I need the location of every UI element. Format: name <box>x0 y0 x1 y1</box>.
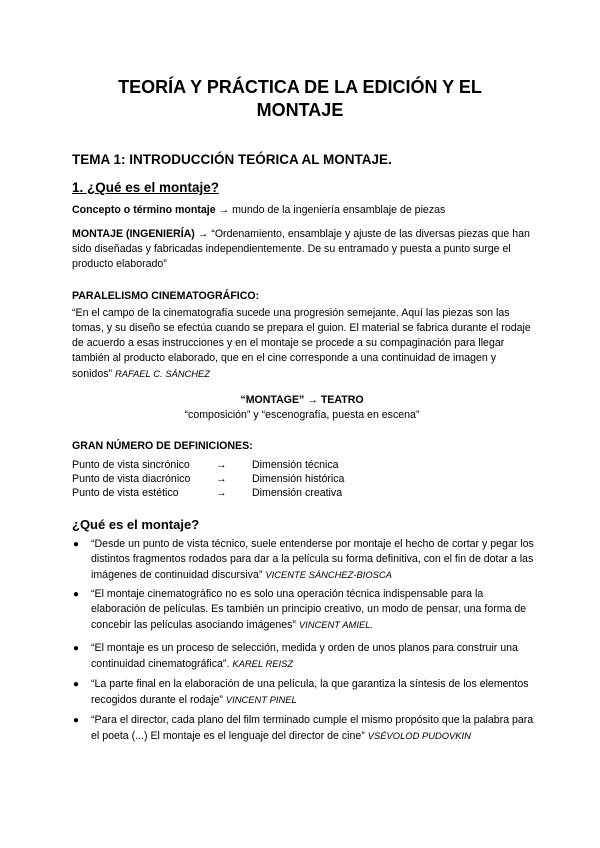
quote-text: “Para el director, cada plano del film terminado cumple el mismo propósito que la palabra para el poeta (...) El montaje es el lenguaje del director de cine” <box>91 714 534 742</box>
quote-author: VINCENT AMIEL. <box>298 619 374 630</box>
definicion-dimension: Dimensión creativa <box>252 487 343 499</box>
tema-heading: TEMA 1: INTRODUCCIÓN TEÓRICA AL MONTAJE. <box>72 152 392 167</box>
montage-subtitle: “composición” y “escenografía, puesta en escena” <box>184 409 420 421</box>
quote-author: VSÉVOLOD PUDOVKIN <box>367 730 471 741</box>
section-2-heading: ¿Qué es el montaje? <box>72 517 200 532</box>
arrow-icon: → <box>216 473 227 485</box>
quote-text: “El montaje es un proceso de selección, medida y orden de unos planos para construir una continuidad cinematográfica”. <box>91 642 518 670</box>
paralelismo-paragraph <box>72 306 532 382</box>
bullet-icon: ● <box>73 679 80 690</box>
document-title <box>60 76 540 122</box>
list-item <box>73 677 537 708</box>
concepto-text: → mundo de la ingeniería ensamblaje de piezas <box>215 204 446 216</box>
quote-author: VICENTE SÁNCHEZ-BIOSCA <box>265 569 392 580</box>
bullet-icon: ● <box>73 715 80 726</box>
concepto-paragraph <box>72 203 532 218</box>
concepto-label: Concepto o término montaje <box>72 204 216 216</box>
ingenieria-text: → “Ordenamiento, ensamblaje y ajuste de las diversas piezas que han sido diseñadas y fabricadas independientemente. De su entramado y puesta a punto surge el producto elaborado” <box>72 228 530 270</box>
title-line-1: TEORÍA Y PRÁCTICA DE LA EDICIÓN Y EL <box>118 77 482 97</box>
definicion-punto: Punto de vista diacrónico <box>72 473 191 485</box>
paralelismo-text: “En el campo de la cinematografía sucede una progresión semejante. Aquí las piezas son las tomas, y su diseño se efectúa cuando se prepara el guion. El material se fabrica durante el rodaje de acuerdo a esas instrucciones y en el montaje se procede a su compaginación para llegar también al producto elaborado, que en el cine corresponde a una continuidad de imagen y sonidos” <box>72 307 531 380</box>
arrow-icon: → <box>216 459 227 471</box>
definicion-row <box>72 472 532 487</box>
arrow-icon: → <box>216 487 227 499</box>
quote-author: VINCENT PINEL <box>225 694 297 705</box>
ingenieria-label: MONTAJE (INGENIERÍA) <box>72 228 195 240</box>
list-item <box>73 641 537 672</box>
list-item <box>73 713 537 744</box>
section-1-heading: 1. ¿Qué es el montaje? <box>72 180 220 195</box>
quote-text: “El montaje cinematográfico no es solo una operación técnica indispensable para la elaboración de películas. Es también un principio creativo, un modo de pensar, una forma de concebir las películas asociando imágenes” <box>91 588 527 631</box>
list-item <box>73 537 537 583</box>
title-line-2: MONTAJE <box>256 100 344 120</box>
quote-text: “Desde un punto de vista técnico, suele entenderse por montaje el hecho de cortar y pegar los distintos fragmentos rodados para dar a la película su forma definitiva, con el fin de dotar a las imágenes de continuidad discursiva” <box>91 538 534 581</box>
definicion-row <box>72 486 532 501</box>
montage-block <box>72 393 532 423</box>
definicion-punto: Punto de vista estético <box>72 487 179 499</box>
paralelismo-author: RAFAEL C. SÁNCHEZ <box>115 368 210 379</box>
definicion-row <box>72 458 532 473</box>
quote-text: “La parte final en la elaboración de una película, la que garantiza la síntesis de los elementos recogidos durante el rodaje” <box>91 678 529 706</box>
bullet-icon: ● <box>73 539 80 550</box>
definiciones-heading: GRAN NÚMERO DE DEFINICIONES: <box>72 440 253 452</box>
bullet-icon: ● <box>73 589 80 600</box>
definicion-dimension: Dimensión técnica <box>252 459 339 471</box>
ingenieria-paragraph <box>72 227 532 272</box>
montage-label: “MONTAGE” <box>240 394 305 406</box>
montage-teatro: → TEATRO <box>304 394 364 406</box>
quote-author: KAREL REISZ <box>232 658 294 669</box>
bullet-icon: ● <box>73 643 80 654</box>
list-item <box>73 587 537 633</box>
paralelismo-heading: PARALELISMO CINEMATOGRÁFICO: <box>72 290 260 302</box>
definicion-dimension: Dimensión histórica <box>252 473 345 485</box>
definicion-punto: Punto de vista sincrónico <box>72 459 190 471</box>
